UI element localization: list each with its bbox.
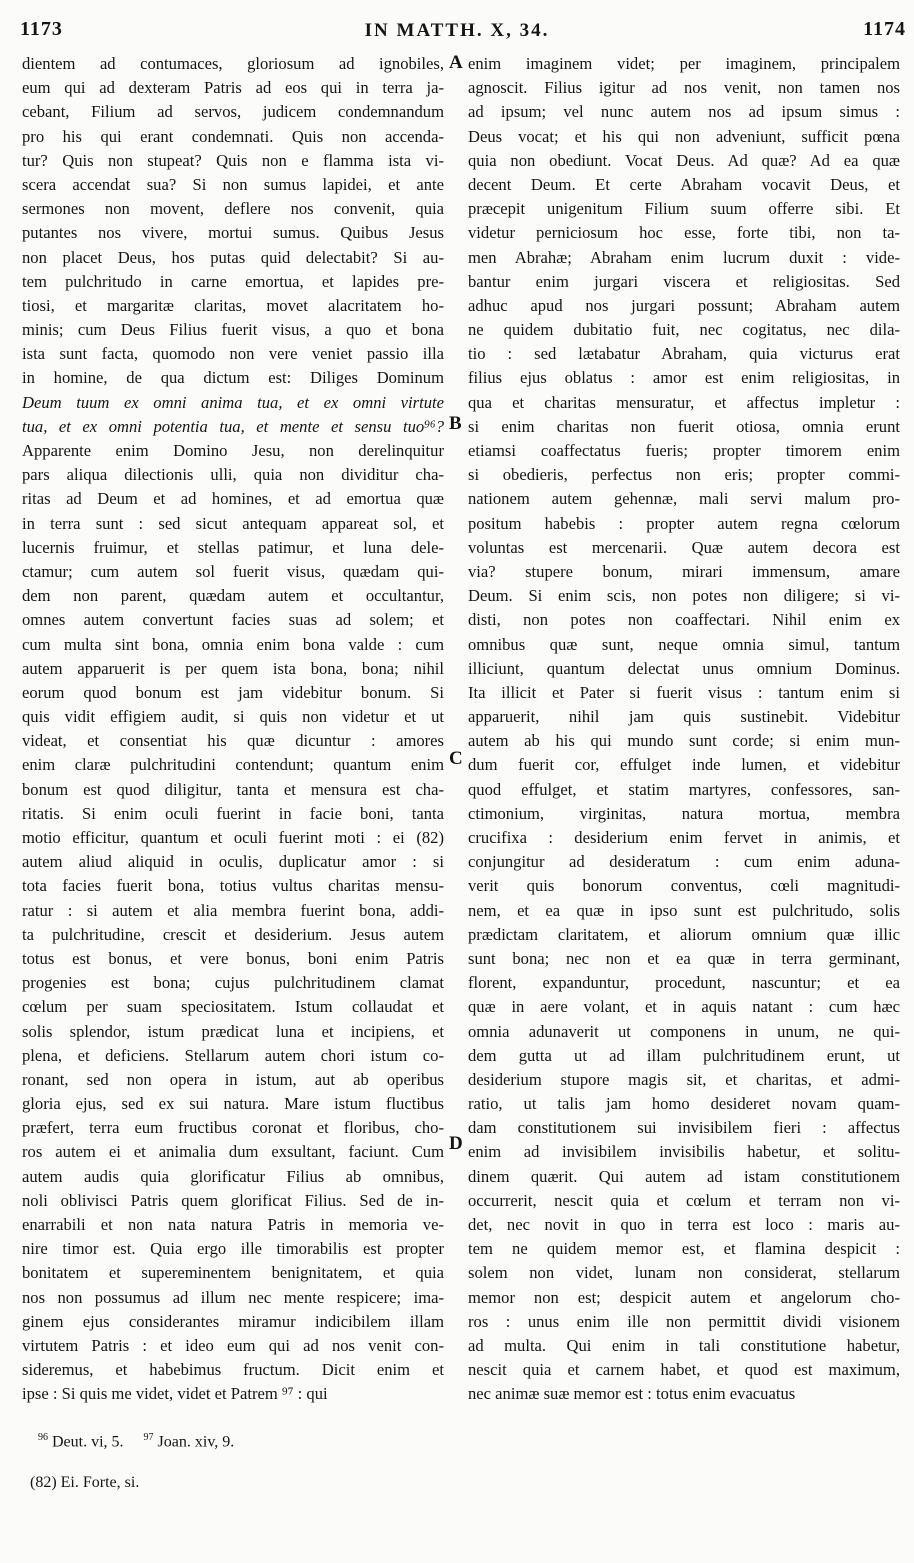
text-line: scera accendat sua? Si non sumus lapidei, et ante: [22, 174, 444, 194]
text-line: men Abrahæ; Abraham enim lucrum duxit : vide-: [468, 247, 900, 267]
text-line: autem ab his qui mundo sunt corde; si enim mun-: [468, 731, 900, 751]
text-line: quia non obediunt. Vocat Deus. Ad quæ? Ad ea quæ: [468, 150, 900, 170]
text-line: desiderium stupore magis sit, et charitas, et admi-: [468, 1069, 900, 1089]
text-line: tua, et ex omni potentia tua, et mente et sensu tuo⁹⁶?: [22, 416, 444, 436]
text-line: adhuc apud nos jurgari possunt; Abraham autem: [468, 295, 900, 315]
page-number-right: 1174: [863, 18, 906, 40]
text-line: plena, et deficiens. Stellarum autem chori istum co-: [22, 1045, 444, 1065]
text-line: totus est bonus, et vere bonus, boni enim Patris: [22, 948, 444, 968]
text-line: præcepit unigenitum Filium suum offerre sibi. Et: [468, 199, 900, 219]
text-line: voluntas est mercenarii. Quæ autem decora est: [468, 537, 900, 557]
text-line: quis vidit effigiem audit, si quis non videtur et ut: [22, 707, 444, 727]
text-line: solis splendor, istum prædicat luna et incipiens, et: [22, 1021, 444, 1041]
text-line: positum habebis : propter autem regna cœlorum: [468, 513, 900, 533]
text-line: quæ in aere volant, et in aquis natant : cum hæc: [468, 997, 900, 1017]
left-column: [22, 52, 444, 1407]
text-line: ros : unus enim ille non permittit dividi visionem: [468, 1311, 900, 1331]
text-line: in terra sunt : sed sicut antequam appareat sol, et: [22, 513, 444, 533]
text-line: etiamsi coaffectatus fueris; propter timorem enim: [468, 441, 900, 460]
text-line: qua et charitas mensuratur, et affectus impletur :: [468, 392, 900, 412]
text-line: ritatis. Si enim oculi fuerint in facie boni, tanta: [22, 803, 444, 823]
text-line: autem apparuerit is per quem ista bona, bona; nihil: [22, 658, 444, 678]
text-line: noli oblivisci Patris quem glorificat Filius. Sed de in-: [22, 1190, 444, 1210]
text-line: tem pulchritudo in carne emortua, et lapides pre-: [22, 271, 444, 291]
text-line: ros autem ei et animalia dum exsultant, faciunt. Cum: [22, 1142, 444, 1162]
text-line: filius ejus oblatus : amor est enim religiositas, in: [468, 368, 900, 388]
text-line: si enim charitas non fuerit otiosa, omnia erunt: [468, 416, 900, 436]
text-line: lucernis fruimur, et stellas patimur, et luna dele-: [22, 537, 444, 557]
text-line: solem non videt, lunam non considerat, stellarum: [468, 1263, 900, 1283]
text-line: tio : sed lætabatur Abraham, quia victurus erat: [468, 344, 900, 364]
text-line: bonitatem et supereminentem benignitatem, et quia: [22, 1263, 444, 1283]
text-line: ctamur; cum autem sol fuerit visus, quædam qui-: [22, 561, 444, 581]
text-line: gloria ejus, sed ex sui natura. Mare istum fluctibus: [22, 1094, 444, 1114]
text-line: enim claræ pulchritudini contendunt; quantum enim: [22, 755, 444, 775]
text-line: Deus vocat; et his qui non adveniunt, sufficit pœna: [468, 126, 900, 146]
text-line: videtur perniciosum hoc esse, forte tibi, non ta-: [468, 223, 900, 243]
text-line: dam constitutionem sui invisibilem fieri : affectus: [468, 1118, 900, 1138]
text-line: tur? Quis non stupeat? Quis non e flamma ista vi-: [22, 150, 444, 170]
text-line: agnoscit. Filius igitur ad nos venit, non tamen nos: [468, 78, 900, 98]
text-line: nescit quia et carnem habet, et quod est maximum,: [468, 1360, 900, 1380]
footnote-96-mark: 96: [38, 1432, 48, 1443]
text-line: nire timor est. Quia ergo ille timorabilis est propter: [22, 1239, 444, 1259]
text-line: quod effulget, et statim martyres, confessores, san-: [468, 779, 900, 799]
text-line: omnia adunaverit ut componens in unum, ne qui-: [468, 1021, 900, 1041]
text-line: tiosi, et margaritæ claritas, movet alacritatem ho-: [22, 295, 444, 315]
margin-letter-d: D: [449, 1133, 463, 1154]
page-header: [0, 18, 914, 48]
text-line: eum qui ad dexteram Patris ad eos qui in terra ja-: [22, 78, 444, 98]
text-line: ginem ejus considerantes miramur indicibilem illam: [22, 1311, 444, 1331]
text-line: ratur : si autem et alia membra fuerint bona, addi-: [22, 900, 444, 920]
text-line: præfert, terra eum fructibus coronat et floribus, cho-: [22, 1118, 444, 1138]
text-line: bantur enim jurgari viscera et religiositas. Sed: [468, 271, 900, 291]
critical-note: (82) Ei. Forte, si.: [30, 1474, 140, 1491]
text-line: ronant, sed non opera in istum, aut ab operibus: [22, 1069, 444, 1089]
text-line: dem gutta ut ad illam pulchritudinem erunt, ut: [468, 1045, 900, 1065]
text-line: eorum quod bonum est jam videbitur bonum. Si: [22, 682, 444, 702]
text-line: disti, non potes non coaffectari. Nihil enim ex: [468, 610, 900, 630]
text-line: Deum. Si enim scis, non potes non diligere; si vi-: [468, 586, 900, 606]
footnotes: [38, 1432, 234, 1451]
text-line: nec animæ suæ memor est : totus enim evacuatus: [468, 1384, 796, 1404]
text-line: si obedieris, perfectus non eris; propter commi-: [468, 465, 900, 485]
text-line: dinem quærit. Qui autem ad istam constitutionem: [468, 1166, 900, 1186]
text-line: dientem ad contumaces, gloriosum ad ignobiles,: [22, 54, 444, 73]
text-line: ista sunt facta, quomodo non vere veniet passio illa: [22, 344, 444, 364]
text-line: pars aliqua dilectionis ulli, quia non dividitur cha-: [22, 465, 444, 485]
text-line: in homine, de qua dictum est: Diliges Dominum: [22, 368, 444, 388]
page-number-left: 1173: [20, 18, 63, 40]
text-line: ratio, ut talis jam homo desideret novam quam-: [468, 1094, 900, 1114]
margin-letter-a: A: [449, 52, 463, 73]
text-line: cebant, Filium ad servos, judicem condemnandum: [22, 102, 444, 122]
margin-letter-b: B: [449, 413, 462, 434]
text-line: nationem autem gehennæ, mali servi malum pro-: [468, 489, 900, 509]
text-line: nem, et ea quæ in ipso sunt est pulchritudo, solis: [468, 900, 900, 920]
footnote-97-text: Joan. xiv, 9.: [157, 1433, 235, 1451]
text-line: ipse : Si quis me videt, videt et Patrem ⁹⁷ : qui: [22, 1384, 328, 1404]
footnote-96-text: Deut. vi, 5.: [52, 1433, 124, 1451]
text-line: virtutem Patris : et ideo eum qui ad nos venit con-: [22, 1335, 444, 1355]
text-line: decent Deum. Et certe Abraham vocavit Deus, et: [468, 174, 900, 194]
text-line: Ita illicit et Pater si fuerit visus : tantum enim si: [468, 682, 900, 702]
text-line: omnes autem convertunt facies suas ad solem; et: [22, 610, 444, 630]
text-line: occurrerit, nescit quia et cœlum et terram non vi-: [468, 1190, 900, 1210]
text-line: enarrabili et non nata natura Patris in memoria ve-: [22, 1215, 444, 1234]
right-column: [468, 52, 900, 1407]
margin-letter-c: C: [449, 748, 463, 769]
text-line: via? stupere bonum, mirari immensum, amare: [468, 561, 900, 581]
text-line: putantes nos vivere, mortui sumus. Quibus Jesus: [22, 223, 444, 243]
text-line: Apparente enim Domino Jesu, non derelinquitur: [22, 441, 444, 460]
text-line: dum fuerit cor, effulget inde lumen, et videbitur: [468, 755, 900, 775]
text-line: omnibus quæ sunt, neque omnia simul, tantum: [468, 634, 900, 654]
text-line: conjungitur ad desideratum : cum enim aduna-: [468, 852, 900, 872]
text-line: dem non parent, quædam autem et occultantur,: [22, 586, 444, 606]
text-line: bonum est quod diligitur, tanta et mensura est cha-: [22, 779, 444, 799]
text-line: enim ad invisibilem invisibilis habetur, et solitu-: [468, 1142, 900, 1162]
text-line: sermones non movent, deflere nos convenit, quia: [22, 199, 444, 219]
text-line: crucifixa : desiderium enim fervet in animis, et: [468, 828, 900, 847]
text-line: memor non est; despicit autem et angelorum cho-: [468, 1287, 900, 1307]
text-line: minis; cum Deus Filius fuerit visus, a quo et bona: [22, 320, 444, 340]
text-line: progenies est bona; cujus pulchritudinem clamat: [22, 973, 444, 993]
text-line: non placet Deus, hos putas quid delectabit? Si au-: [22, 247, 444, 267]
text-line: autem aliud aliquid in oculis, duplicatur amor : si: [22, 852, 444, 872]
text-line: motio efficitur, quantum et oculi fuerint moti : ei (82): [22, 828, 444, 847]
text-line: tem ne quidem memor est, et flamina despicit :: [468, 1239, 900, 1259]
text-line: ad multa. Qui enim in tali constitutione habetur,: [468, 1335, 900, 1355]
text-line: apparuerit, nihil jam quis sustinebit. Videbitur: [468, 707, 900, 727]
text-line: sunt bona; nec non et ea quæ in terra germinant,: [468, 948, 900, 968]
text-line: ne quidem dubitatio fuit, nec cogitatus, nec dila-: [468, 320, 900, 340]
text-line: cum multa sint bona, omnia enim bona valde : cum: [22, 634, 444, 654]
text-line: Deum tuum ex omni anima tua, et ex omni virtute: [22, 392, 444, 412]
text-line: ad ipsum; vel nunc autem nos ad ipsum simus :: [468, 102, 900, 122]
running-title: IN MATTH. X, 34.: [364, 20, 550, 41]
text-line: pro his qui erant condemnati. Quis non accenda-: [22, 126, 444, 146]
text-line: det, nec novit in quo in terra est loco : maris au-: [468, 1215, 900, 1234]
text-line: ta pulchritudine, crescit et desiderium. Jesus autem: [22, 924, 444, 944]
text-line: cœlum per suam speciositatem. Istum collaudat et: [22, 997, 444, 1017]
footnote-97-mark: 97: [143, 1432, 154, 1443]
text-line: tota facies fuerit bona, totius vultus charitas mensu-: [22, 876, 444, 896]
text-line: florent, expanduntur, procedunt, nascuntur; et ea: [468, 973, 900, 993]
text-line: enim imaginem videt; per imaginem, principalem: [468, 54, 900, 73]
text-line: ritas ad Deum et ad homines, et ad emortua quæ: [22, 489, 444, 509]
text-line: autem audis quia glorificatur Filius ab omnibus,: [22, 1166, 444, 1186]
text-line: ctimonium, virginitas, natura mortua, membra: [468, 803, 900, 823]
text-line: nos non possumus ad illum nec mente respicere; ima-: [22, 1287, 444, 1307]
text-line: illiciunt, quantum delectat unus omnium Dominus.: [468, 658, 900, 678]
text-line: prædictam claritatem, et aliorum omnium quæ illic: [468, 924, 900, 944]
text-line: videat, et consentiat his quæ dicuntur : amores: [22, 731, 444, 751]
text-line: sideremus, et habebimus fructum. Dicit enim et: [22, 1360, 444, 1380]
text-line: verit quis bonorum conventus, cœli magnitudi-: [468, 876, 900, 896]
